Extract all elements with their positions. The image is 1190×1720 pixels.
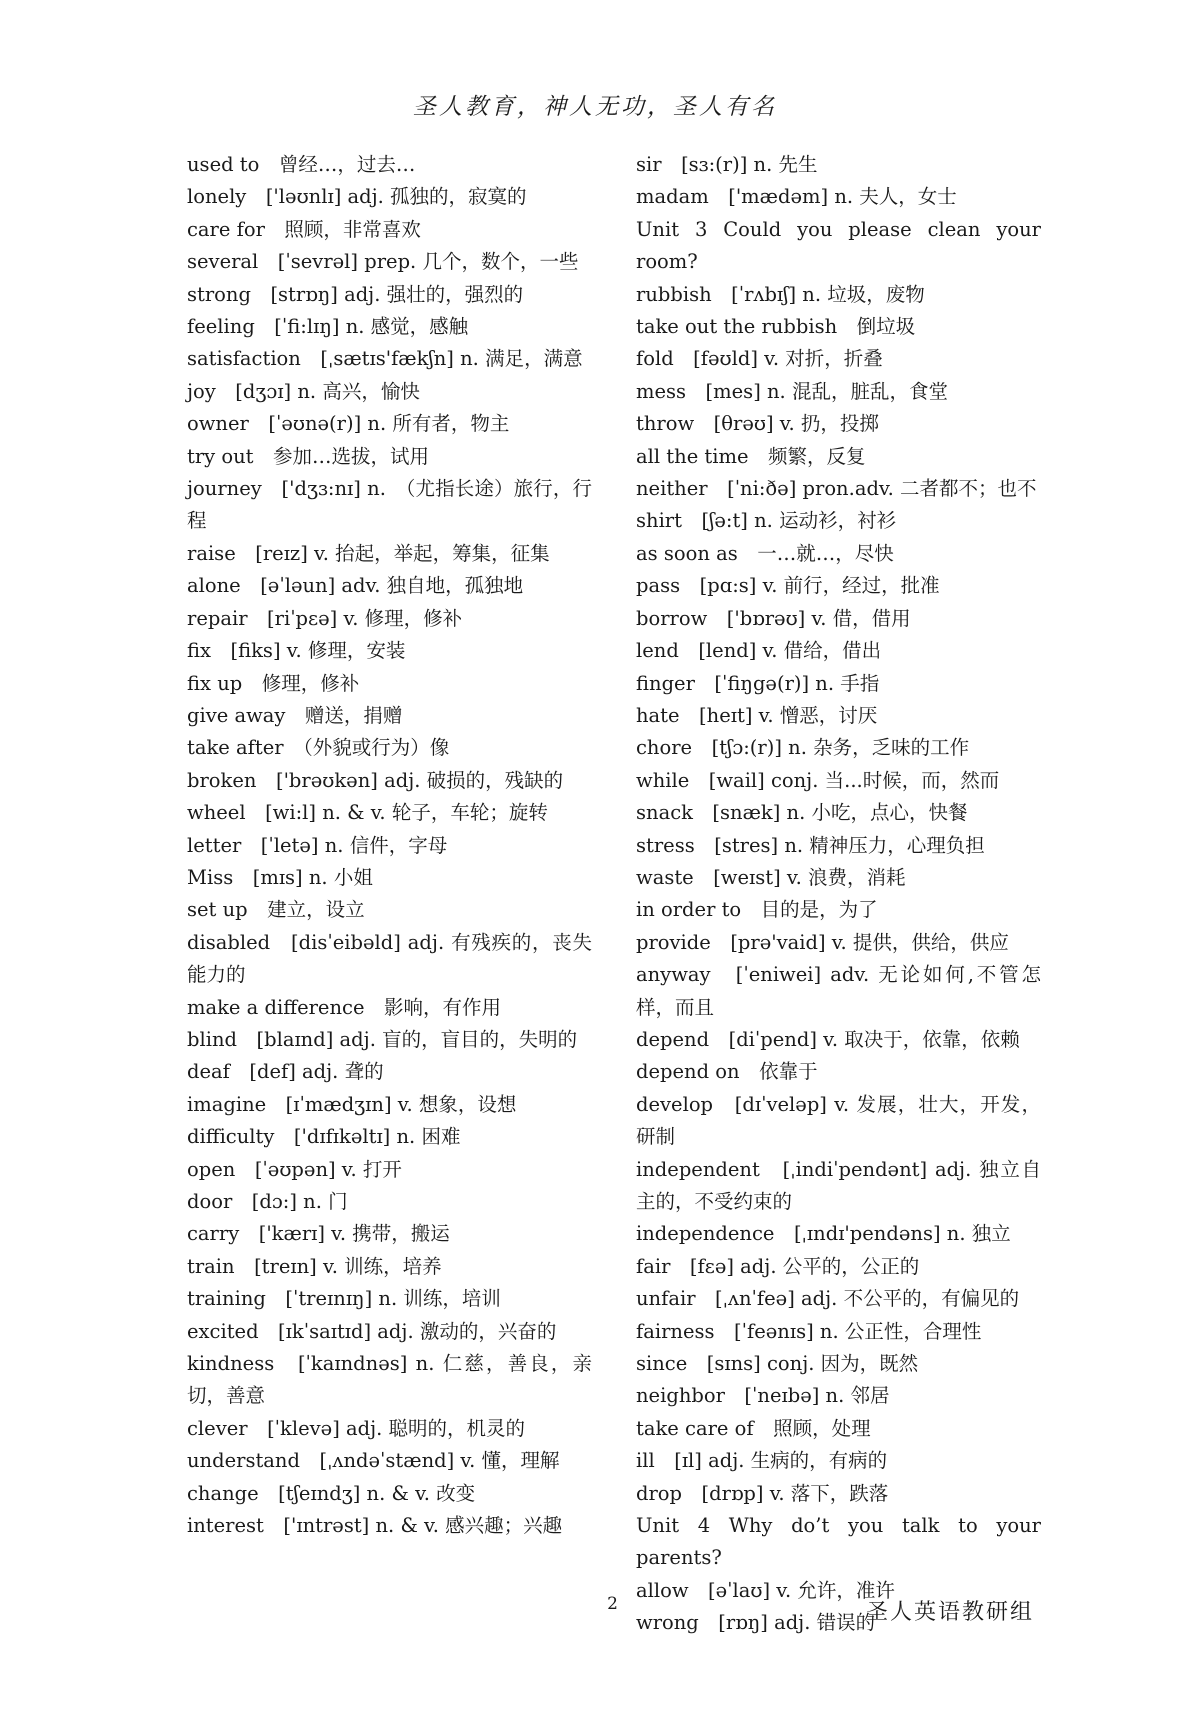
vocab-entry: broken ['brəʊkən] adj. 破损的，残缺的 xyxy=(187,768,564,792)
vocab-entry: sir [sɜ:(r)] n. 先生 xyxy=(636,153,818,176)
vocab-entry: allow [əˈlaʊ] v. 允许，准许 xyxy=(636,1578,895,1602)
vocab-entry: train [treɪn] v. 训练，培养 xyxy=(187,1254,442,1278)
vocab-entry: depend [diˈpend] v. 取决于，依靠，依赖 xyxy=(636,1027,1020,1051)
page-header: 圣人教育，神人无功，圣人有名 xyxy=(413,94,777,120)
vocab-entry: alone [əˈləun] adv. 独自地，孤独地 xyxy=(187,574,524,598)
vocab-entry: shirt [ʃə:t] n. 运动衫，衬衫 xyxy=(636,509,897,533)
vocab-entry: raise [reɪz] v. 抬起，举起，筹集，征集 xyxy=(187,541,550,565)
vocab-entry: take care of 照顾，处理 xyxy=(636,1416,871,1440)
vocab-entry: hate [heɪt] v. 憎恶，讨厌 xyxy=(636,703,878,727)
vocab-entry: independent [ˌindiˈpendənt] adj. 独立自主的，不受约束的 xyxy=(636,1157,1041,1213)
vocab-entry: deaf [def] adj. 聋的 xyxy=(187,1060,384,1084)
vocab-entry: fix up 修理，修补 xyxy=(187,671,360,695)
vocab-entry: difficulty ['dɪfɪkəltɪ] n. 困难 xyxy=(187,1125,461,1149)
vocab-entry: as soon as 一…就…，尽快 xyxy=(636,541,894,565)
vocab-entry: pass [pɑ:s] v. 前行，经过，批准 xyxy=(636,574,940,598)
vocab-entry: disabled [disˈeibəld] adj. 有残疾的，丧失能力的 xyxy=(187,930,592,987)
vocab-entry: Miss [mɪs] n. 小姐 xyxy=(187,865,373,889)
vocab-entry: imagine [ɪˈmædʒɪn] v. 想象，设想 xyxy=(187,1092,517,1116)
vocab-entry: satisfaction [ˌsætɪs'fækʃn] n. 满足，满意 xyxy=(187,347,583,371)
vocab-entry: try out 参加…选拔，试用 xyxy=(187,444,430,468)
vocab-entry: repair [riˈpɛə] v. 修理，修补 xyxy=(187,606,463,630)
vocab-entry: make a difference 影响，有作用 xyxy=(187,995,501,1019)
footer-group-name: 圣人英语教研组 xyxy=(866,1600,1035,1625)
right-column xyxy=(636,149,1041,1640)
vocab-entry: door [dɔ:] n. 门 xyxy=(187,1190,348,1213)
vocab-entry: owner [ˈəʊnə(r)] n. 所有者，物主 xyxy=(187,412,510,436)
vocab-entry: mess [mes] n. 混乱，脏乱，食堂 xyxy=(636,379,948,403)
vocab-entry: set up 建立，设立 xyxy=(187,898,365,922)
vocab-entry: snack [snæk] n. 小吃，点心，快餐 xyxy=(636,801,968,825)
vocab-entry: depend on 依靠于 xyxy=(636,1060,818,1084)
vocab-entry: chore [tʃɔ:(r)] n. 杂务，乏味的工作 xyxy=(636,736,970,760)
vocab-entry: ill [ɪl] adj. 生病的，有病的 xyxy=(636,1449,888,1473)
vocab-entry: provide [prə'vaid] v. 提供，供给，供应 xyxy=(636,930,1009,954)
vocab-entry: neither [ˈni:ðə] pron.adv. 二者都不；也不 xyxy=(636,477,1037,501)
vocab-entry: joy [dʒɔɪ] n. 高兴，愉快 xyxy=(187,379,420,403)
vocab-entry: finger [ˈfiŋgə(r)] n. 手指 xyxy=(636,671,880,695)
vocab-entry: fold [fəʊld] v. 对折，折叠 xyxy=(636,347,883,371)
vocab-entry: Unit 3 Could you please clean your room? xyxy=(636,217,1041,274)
vocab-entry: letter [ˈletə] n. 信件，字母 xyxy=(187,833,448,857)
vocab-entry: throw [θrəʊ] v. 扔，投掷 xyxy=(636,412,879,436)
vocab-entry: excited [ɪkˈsaɪtɪd] adj. 激动的，兴奋的 xyxy=(187,1319,557,1343)
vocab-entry: several [ˈsevrəl] prep. 几个，数个，一些 xyxy=(187,250,579,274)
vocab-entry: used to 曾经…，过去… xyxy=(187,153,416,176)
vocab-entry: fair [fɛə] adj. 公平的，公正的 xyxy=(636,1254,920,1278)
vocab-entry: while [wail] conj. 当...时候，而，然而 xyxy=(636,768,1000,792)
vocab-entry: journey ['dʒɜ:nɪ] n. （尤指长途）旅行，行程 xyxy=(187,477,592,533)
vocab-entry: drop [drɒp] v. 落下，跌落 xyxy=(636,1481,889,1505)
vocab-entry: since [sɪns] conj. 因为，既然 xyxy=(636,1352,919,1376)
vocab-entry: wrong [rɒŋ] adj. 错误的 xyxy=(636,1611,876,1635)
vocab-entry: change [tʃeɪndʒ] n. & v. 改变 xyxy=(187,1481,476,1505)
vocab-entry: lend [lend] v. 借给，借出 xyxy=(636,639,882,663)
vocab-entry: rubbish [ˈrʌbɪʃ] n. 垃圾，废物 xyxy=(636,282,925,306)
vocab-entry: all the time 频繁，反复 xyxy=(636,444,866,468)
vocab-entry: independence [ˌɪndɪ'pendəns] n. 独立 xyxy=(636,1222,1011,1246)
vocab-entry: give away 赠送，捐赠 xyxy=(187,703,403,727)
vocab-entry: clever [ˈklevə] adj. 聪明的，机灵的 xyxy=(187,1416,526,1440)
vocab-entry: wheel [wi:l] n. & v. 轮子，车轮；旋转 xyxy=(187,801,548,825)
vocab-entry: fix [fiks] v. 修理，安装 xyxy=(187,639,406,663)
vocab-entry: take out the rubbish 倒垃圾 xyxy=(636,315,916,339)
vocab-entry: in order to 目的是，为了 xyxy=(636,898,878,922)
vocab-entry: lonely ['ləʊnlɪ] adj. 孤独的，寂寞的 xyxy=(187,185,527,209)
vocab-entry: Unit 4 Why do’t you talk to your parents? xyxy=(636,1514,1041,1570)
vocab-entry: fairness [ˈfeənɪs] n. 公正性，合理性 xyxy=(636,1319,982,1343)
page-number: 2 xyxy=(607,1594,618,1614)
vocab-entry: feeling [ˈfi:lɪŋ] n. 感觉，感触 xyxy=(187,315,469,339)
vocab-entry: training [ˈtreɪnɪŋ] n. 训练，培训 xyxy=(187,1287,501,1311)
vocab-entry: care for 照顾，非常喜欢 xyxy=(187,217,421,241)
vocab-entry: unfair [ˌʌnˈfeə] adj. 不公平的，有偏见的 xyxy=(636,1287,1020,1311)
vocab-entry: kindness [ˈkaɪndnəs] n. 仁慈，善良，亲切，善意 xyxy=(187,1352,592,1408)
vocab-entry: interest ['ɪntrəst] n. & v. 感兴趣；兴趣 xyxy=(187,1514,563,1538)
vocab-entry: madam ['mædəm] n. 夫人，女士 xyxy=(636,185,957,209)
vocab-entry: stress [stres] n. 精神压力，心理负担 xyxy=(636,833,985,857)
vocab-entry: take after （外貌或行为）像 xyxy=(187,736,450,760)
vocab-entry: borrow ['bɒrəʊ] v. 借，借用 xyxy=(636,606,911,630)
vocab-entry: strong [strɒŋ] adj. 强壮的，强烈的 xyxy=(187,282,524,306)
vocab-entry: carry ['kærɪ] v. 携带，搬运 xyxy=(187,1222,450,1246)
left-column xyxy=(187,149,592,1542)
vocab-entry: anyway [ˈeniwei] adv. 无论如何,不管怎样，而且 xyxy=(636,963,1041,1019)
vocab-entry: open [ˈəʊpən] v. 打开 xyxy=(187,1157,402,1181)
vocab-entry: waste [weɪst] v. 浪费，消耗 xyxy=(636,865,906,889)
vocab-entry: develop [dɪˈveləp] v. 发展，壮大，开发，研制 xyxy=(636,1092,1041,1149)
vocab-entry: blind [blaɪnd] adj. 盲的，盲目的，失明的 xyxy=(187,1027,578,1051)
vocab-entry: understand [ˌʌndəˈstænd] v. 懂，理解 xyxy=(187,1449,560,1473)
vocab-entry: neighbor [ˈneɪbə] n. 邻居 xyxy=(636,1384,890,1408)
